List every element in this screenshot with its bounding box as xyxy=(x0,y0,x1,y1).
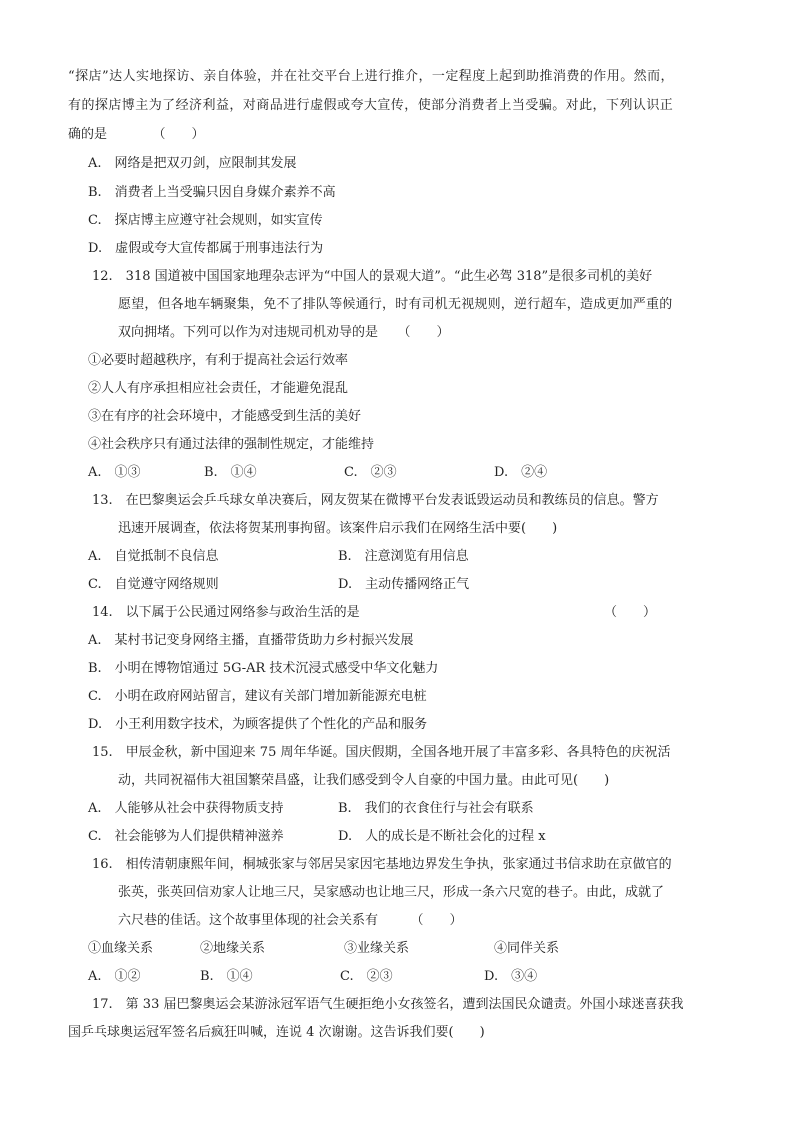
statement-1: ①血缘关系 xyxy=(88,941,154,956)
statement-3: ③在有序的社会环境中，才能感受到生活的美好 xyxy=(88,409,362,424)
option-c: C. ②③ xyxy=(344,465,397,480)
option-a: A. 某村书记变身网络主播，直播带货助力乡村振兴发展 xyxy=(88,633,414,648)
question-stem-line: 16. 相传清朝康熙年间，桐城张家与邻居吴家因宅基地边界发生争执，张家通过书信求助在京做官的 xyxy=(92,857,672,872)
question-stem-line: 17. 第 33 届巴黎奥运会某游泳冠军语气生硬拒绝小女孩签名，遭到法国民众谴责。外国小球迷喜获我 xyxy=(92,997,684,1012)
option-a: A. ①② xyxy=(88,969,141,984)
option-b: B. 小明在博物馆通过 5G-AR 技术沉浸式感受中华文化魅力 xyxy=(88,661,439,676)
statement-2: ②人人有序承担相应社会责任，才能避免混乱 xyxy=(88,381,349,396)
option-d: D. 虚假或夸大宣传都属于刑事违法行为 xyxy=(88,241,324,256)
question-stem-line: 13. 在巴黎奥运会乒乓球女单决赛后，网友贺某在微博平台发表诋毁运动员和教练员的信息。警方 xyxy=(92,493,659,508)
answer-bracket: （ ） xyxy=(604,605,657,620)
question-stem-line: “探店”达人实地探访、亲自体验，并在社交平台上进行推介，一定程度上起到助推消费的作用。然而， xyxy=(68,69,674,84)
option-a: A. 网络是把双刃剑，应限制其发展 xyxy=(88,156,297,171)
question-stem-line: 双向拥堵。下列可以作为对违规司机劝导的是 （ ） xyxy=(118,325,450,340)
question-stem-line: 迅速开展调查，依法将贺某刑事拘留。该案件启示我们在网络生活中要( ) xyxy=(118,521,558,536)
question-stem-line: 国乒乓球奥运冠军签名后疯狂叫喊，连说 4 次谢谢。这告诉我们要( ) xyxy=(68,1025,485,1040)
question-stem-line: 15. 甲辰金秋，新中国迎来 75 周年华诞。国庆假期，全国各地开展了丰富多彩、各具特色的庆祝活 xyxy=(92,745,671,760)
statement-4: ④同伴关系 xyxy=(494,941,560,956)
option-b: B. ①④ xyxy=(204,465,257,480)
question-stem-line: 14. 以下属于公民通过网络参与政治生活的是 xyxy=(92,605,360,620)
question-stem-line: 12. 318 国道被中国国家地理杂志评为“中国人的景观大道”。“此生必驾 318”是很多司机的美好 xyxy=(92,269,653,284)
option-c: C. 自觉遵守网络规则 xyxy=(88,577,219,592)
option-d: D. 人的成长是不断社会化的过程 x xyxy=(338,829,546,844)
option-c: C. 小明在政府网站留言，建议有关部门增加新能源充电桩 xyxy=(88,689,427,704)
option-c: C. 社会能够为人们提供精神滋养 xyxy=(88,829,284,844)
question-stem-line: 六尺巷的佳话。这个故事里体现的社会关系有 （ ） xyxy=(118,913,463,928)
question-stem-line: 张英，张英回信劝家人让地三尺，吴家感动也让地三尺，形成一条六尺宽的巷子。由此，成就了 xyxy=(118,885,665,900)
question-stem-line: 动，共同祝福伟大祖国繁荣昌盛，让我们感受到令人自豪的中国力量。由此可见( ) xyxy=(118,773,610,788)
option-d: D. ③④ xyxy=(484,969,538,984)
option-d: D. 主动传播网络正气 xyxy=(338,577,470,592)
question-stem-line: 有的探店博主为了经济利益，对商品进行虚假或夸大宣传，使部分消费者上当受骗。对此，下列认识正 xyxy=(68,98,674,113)
question-stem-line: 确的是 （ ） xyxy=(68,127,205,142)
option-b: B. 消费者上当受骗只因自身媒介素养不高 xyxy=(88,185,336,200)
option-a: A. 自觉抵制不良信息 xyxy=(88,549,219,564)
option-b: B. ①④ xyxy=(200,969,253,984)
question-stem-line: 愿望，但各地车辆聚集，免不了排队等候通行，时有司机无视规则，逆行超车，造成更加严重的 xyxy=(118,297,673,312)
option-d: D. 小王利用数字技术，为顾客提供了个性化的产品和服务 xyxy=(88,717,428,732)
statement-3: ③业缘关系 xyxy=(344,941,410,956)
option-b: B. 注意浏览有用信息 xyxy=(338,549,469,564)
option-c: C. ②③ xyxy=(340,969,393,984)
statement-1: ①必要时超越秩序，有利于提高社会运行效率 xyxy=(88,353,349,368)
option-d: D. ②④ xyxy=(494,465,548,480)
statement-2: ②地缘关系 xyxy=(200,941,266,956)
option-a: A. ①③ xyxy=(88,465,141,480)
option-a: A. 人能够从社会中获得物质支持 xyxy=(88,801,284,816)
option-b: B. 我们的衣食住行与社会有联系 xyxy=(338,801,534,816)
statement-4: ④社会秩序只有通过法律的强制性规定，才能维持 xyxy=(88,437,375,452)
option-c: C. 探店博主应遵守社会规则，如实宣传 xyxy=(88,213,323,228)
